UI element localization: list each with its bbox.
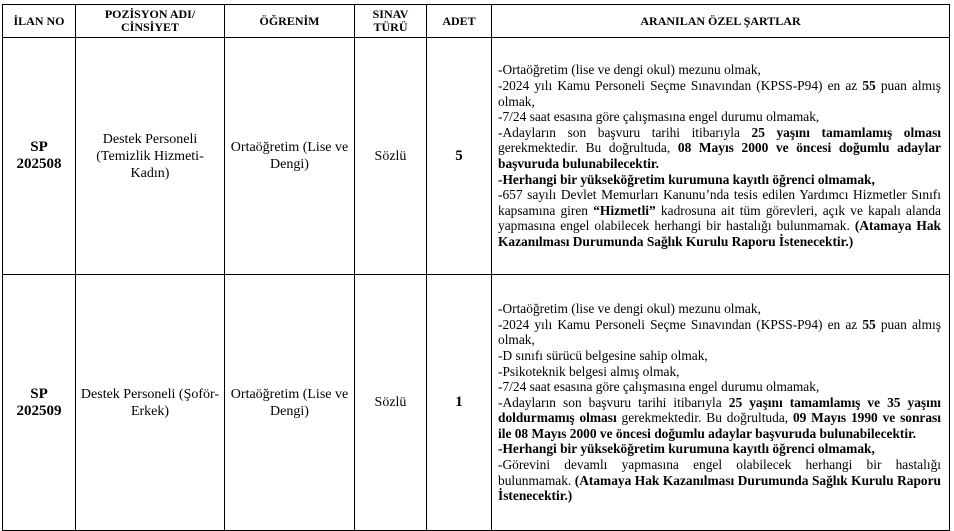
requirement-line	[498, 78, 941, 109]
requirement-bold-text: 09 Mayıs 1990 ve sonrası ile 08 Mayıs 2000 ve öncesi doğumlu adaylar başvuruda bulunabilecektir.	[498, 410, 941, 441]
requirement-line	[498, 317, 941, 348]
requirement-bold-text: 55	[862, 78, 876, 94]
header-adet: ADET	[427, 5, 492, 38]
table-row	[3, 275, 950, 531]
requirement-text: -2024 yılı Kamu Personeli Seçme Sınavından (KPSS-P94) en az	[498, 316, 863, 332]
requirement-text: puan almış olmak,	[498, 316, 941, 348]
header-sartlar: ARANILAN ÖZEL ŞARTLAR	[492, 5, 950, 38]
requirement-text: -2024 yılı Kamu Personeli Seçme Sınavından (KPSS-P94) en az	[498, 78, 863, 94]
sinav-turu-cell: Sözlü	[355, 38, 427, 275]
pozisyon-cell: Destek Personeli (Şoför-Erkek)	[76, 275, 225, 531]
requirement-line	[498, 457, 941, 504]
requirement-bold-text: 08 Mayıs 2000 ve öncesi doğumlu adaylar başvuruda bulunabilecektir.	[498, 140, 941, 171]
requirement-line	[498, 109, 941, 125]
requirement-line	[498, 187, 941, 249]
job-listing-table	[2, 4, 950, 531]
ilan-no-cell: SP 202508	[3, 38, 76, 275]
requirement-text: kadrosuna ait tüm görevleri, açık ve kapalı alanda yapmasına engel olabilecek herhangi bir hastalığı bulunmamak.	[498, 202, 942, 234]
requirement-text: puan almış olmak,	[498, 78, 941, 109]
requirement-text: gerekmektedir. Bu doğrultuda,	[498, 140, 678, 156]
requirement-bold-text: -Herhangi bir yükseköğretim kurumuna kayıtlı öğrenci olmamak,	[498, 171, 875, 187]
requirement-text: -Görevini devamlı yapmasına engel olabilecek herhangi bir hastalığı bulunmamak.	[498, 457, 941, 488]
header-sinav-turu: SINAV TÜRÜ	[355, 5, 427, 38]
requirement-bold-text: 55	[862, 316, 876, 332]
requirement-line	[498, 395, 941, 442]
requirements-cell	[492, 275, 950, 531]
header-row	[3, 5, 950, 38]
requirement-line	[498, 62, 941, 78]
table-row	[3, 38, 950, 275]
header-ogrenim: ÖĞRENİM	[225, 5, 355, 38]
adet-cell: 1	[427, 275, 492, 531]
ogrenim-cell: Ortaöğretim (Lise ve Dengi)	[225, 38, 355, 275]
pozisyon-cell: Destek Personeli (Temizlik Hizmeti-Kadın)	[76, 38, 225, 275]
requirement-text: -7/24 saat esasına göre çalışmasına engel durumu olmamak,	[498, 379, 820, 395]
requirement-text: -Adayların son başvuru tarihi itibarıyla	[498, 124, 752, 140]
requirement-text: -657 sayılı Devlet Memurları Kanunu’nda tesis edilen Yardımcı Hizmetler Sınıfı kapsamına giren	[498, 187, 941, 218]
requirement-text: -Ortaöğretim (lise ve dengi okul) mezunu olmak,	[498, 301, 761, 317]
requirement-line	[498, 125, 941, 172]
requirements-cell	[492, 38, 950, 275]
requirement-line	[498, 348, 941, 364]
requirement-line	[498, 172, 941, 188]
requirement-text: gerekmektedir. Bu doğrultuda,	[616, 410, 793, 426]
requirement-text: -7/24 saat esasına göre çalışmasına engel durumu olmamak,	[498, 109, 820, 125]
header-ilan-no: İLAN NO	[3, 5, 76, 38]
requirement-text: -Psikoteknik belgesi almış olmak,	[498, 363, 680, 379]
requirement-bold-text: (Atamaya Hak Kazanılması Durumunda Sağlık Kurulu Raporu İstenecektir.)	[498, 472, 941, 504]
requirement-line	[498, 379, 941, 395]
requirement-bold-text: 25 yaşını tamamlamış olması	[751, 124, 941, 140]
requirement-text: -Adayların son başvuru tarihi itibarıyla	[498, 394, 729, 410]
requirement-text: -Ortaöğretim (lise ve dengi okul) mezunu olmak,	[498, 62, 761, 78]
requirement-line	[498, 364, 941, 380]
requirement-text: -D sınıfı sürücü belgesine sahip olmak,	[498, 347, 708, 363]
requirement-bold-text: “Hizmetli”	[593, 202, 656, 218]
requirement-line	[498, 301, 941, 317]
header-pozisyon: POZİSYON ADI/ CİNSİYET	[76, 5, 225, 38]
requirement-bold-text: -Herhangi bir yükseköğretim kurumuna kayıtlı öğrenci olmamak,	[498, 441, 875, 457]
adet-cell: 5	[427, 38, 492, 275]
requirement-bold-text: (Atamaya Hak Kazanılması Durumunda Sağlık Kurulu Raporu İstenecektir.)	[498, 218, 941, 249]
requirement-line	[498, 441, 941, 457]
requirement-bold-text: 25 yaşını tamamlamış ve 35 yaşını doldurmamış olması	[498, 394, 941, 426]
ilan-no-cell: SP 202509	[3, 275, 76, 531]
ogrenim-cell: Ortaöğretim (Lise ve Dengi)	[225, 275, 355, 531]
sinav-turu-cell: Sözlü	[355, 275, 427, 531]
